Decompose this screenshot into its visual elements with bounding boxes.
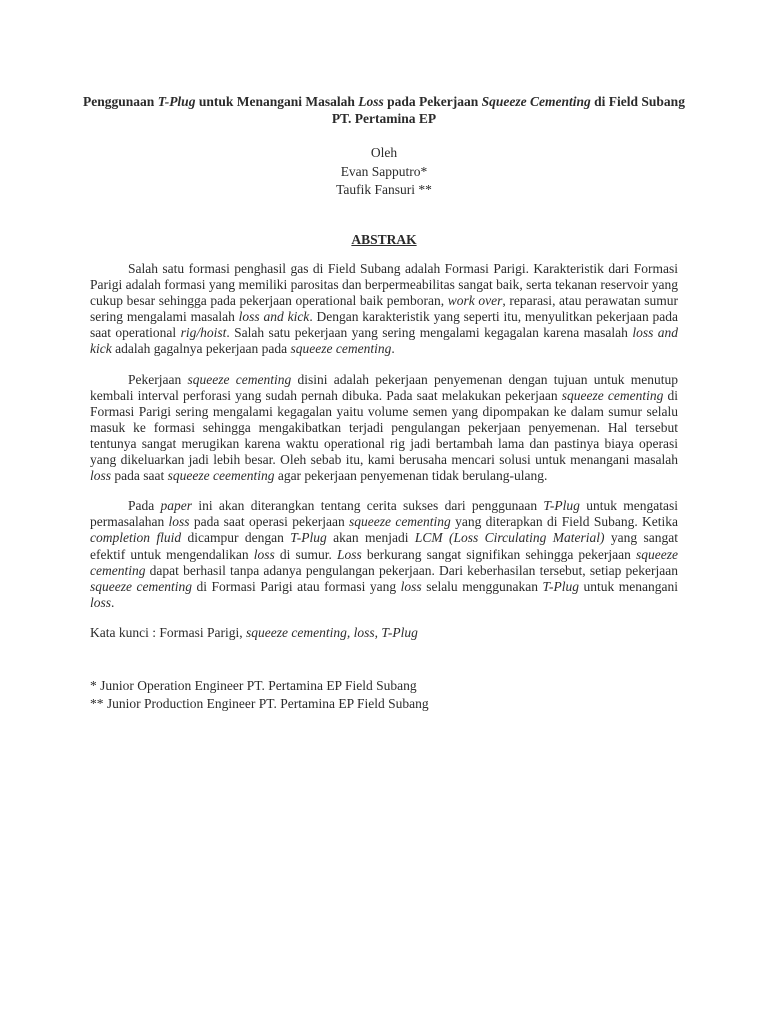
footnotes [90, 677, 678, 713]
abstract-paragraph-2: Pekerjaan squeeze cementing disini adalah pekerjaan penyemenan dengan tujuan untuk menutup kembali interval perforasi yang sudah pernah dibuka. Pada saat melakukan pekerjaan squeeze cementing di Formasi Parigi sering mengalami kegagalan yaitu volume semen yang dipompakan ke dalam sumur selalu masuk ke formasi sehingga mengakibatkan terjadi pengulangan pekerjaan penyemenan. Hal tersebut tentunya sangat merugikan karena waktu operational rig jadi bertambah lama dan pastinya biaya operasi yang dikeluarkan jadi lebih besar. Oleh sebab itu, kami berusaha mencari solusi untuk menangani masalah loss pada saat squeeze ceementing agar pekerjaan penyemenan tidak berulang-ulang. [90, 371, 678, 484]
abstract-body [90, 261, 678, 641]
author-block [0, 144, 768, 200]
title-text: untuk Menangani Masalah [195, 94, 359, 109]
footnote-1: * Junior Operation Engineer PT. Pertamina EP Field Subang [90, 678, 417, 693]
abstract-heading: ABSTRAK [351, 232, 417, 247]
by-line: Oleh [370, 145, 398, 160]
title-text-italic: T-Plug [157, 94, 196, 109]
abstract-paragraph-3: Pada paper ini akan diterangkan tentang cerita sukses dari penggunaan T-Plug untuk mengatasi permasalahan loss pada saat operasi pekerjaan squeeze cementing yang diterapkan di Field Subang. Ketika completion fluid dicampur dengan T-Plug akan menjadi LCM (Loss Circulating Material) yang sangat efektif untuk mengendalikan loss di sumur. Loss berkurang sangat signifikan sehingga pekerjaan squeeze cementing dapat berhasil tanpa adanya pengulangan pekerjaan. Dari keberhasilan tersebut, setiap pekerjaan squeeze cementing di Formasi Parigi atau formasi yang loss selalu menggunakan T-Plug untuk menangani loss. [90, 498, 679, 610]
footnote-2: ** Junior Production Engineer PT. Pertamina EP Field Subang [90, 696, 429, 711]
title-text-italic: Loss [358, 94, 384, 109]
paper-title [80, 93, 688, 127]
keywords-line: Kata kunci : Formasi Parigi, squeeze cementing, loss, T-Plug [90, 624, 418, 640]
author-name: Evan Sapputro* [340, 163, 428, 179]
title-text: di Field Subang PT. Pertamina EP [331, 94, 685, 126]
title-text: Penggunaan [83, 94, 158, 109]
title-text-italic: Squeeze Cementing [481, 94, 591, 109]
abstract-paragraph-1: Salah satu formasi penghasil gas di Field Subang adalah Formasi Parigi. Karakteristik dari Formasi Parigi adalah formasi yang memiliki parositas dan berpermeabilitas sangat baik, serta tekanan reservoir yang cukup besar sehingga pada pekerjaan operational baik pemboran, work over, reparasi, atau perawatan sumur sering mengalami masalah loss and kick. Dengan karakteristik yang seperti itu, menyulitkan pekerjaan pada saat operational rig/hoist. Salah satu pekerjaan yang sering mengalami kegagalan karena masalah loss and kick adalah gagalnya pekerjaan pada squeeze cementing. [90, 261, 679, 357]
title-text: pada Pekerjaan [383, 94, 482, 109]
author-name: Taufik Fansuri ** [336, 182, 432, 197]
